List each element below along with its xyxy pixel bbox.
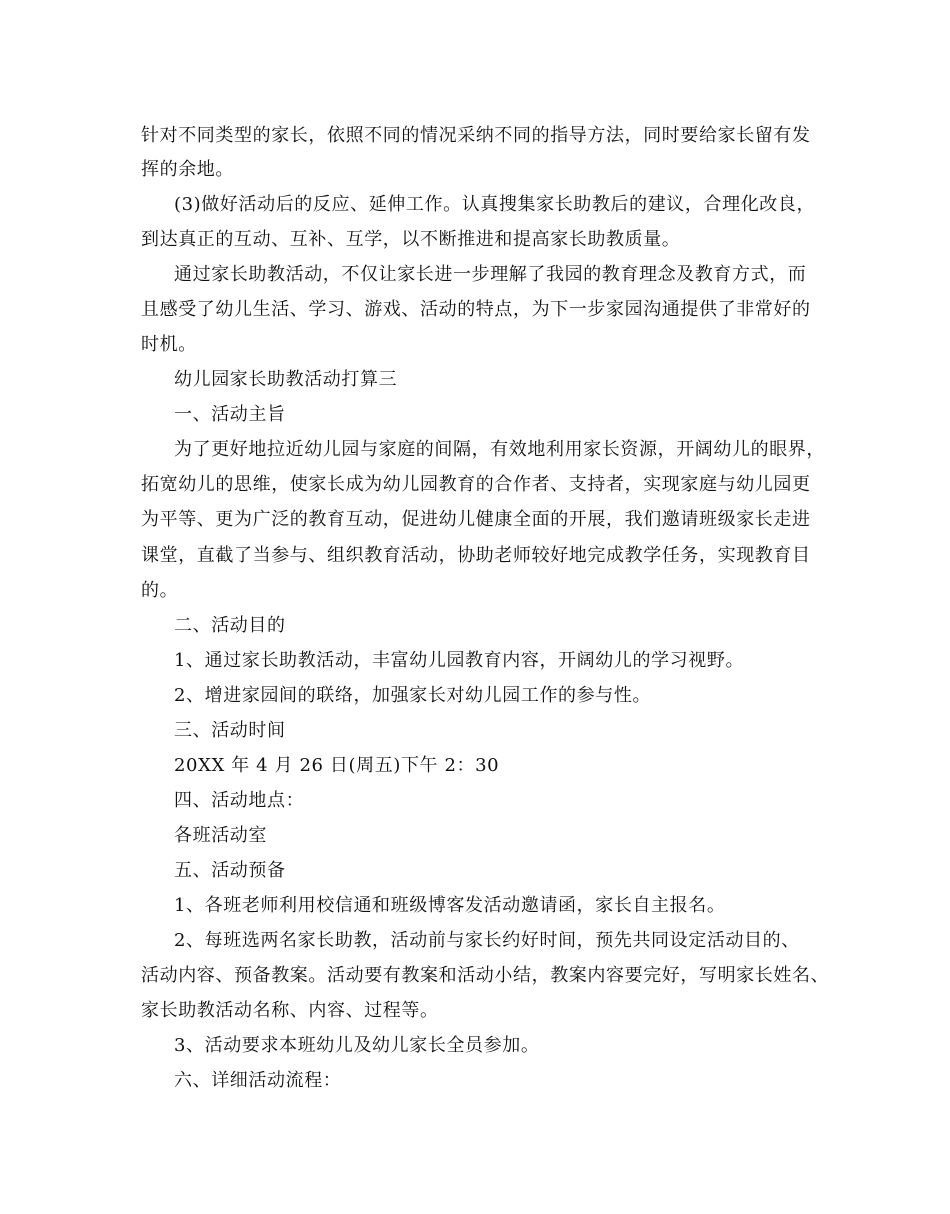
text-line: 挥的余地。 <box>141 159 234 180</box>
text-line: 为平等、更为广泛的教育互动，促进幼儿健康全面的开展，我们邀请班级家长走进 <box>141 509 811 530</box>
text-line: 且感受了幼儿生活、学习、游戏、活动的特点，为下一步家园沟通提供了非常好的 <box>141 299 811 320</box>
list-item: 3、活动要求本班幼儿及幼儿家长全员参加。 <box>174 1035 540 1056</box>
text-line: 20XX 年 4 月 26 日(周五)下午 2：30 <box>174 755 500 776</box>
section-heading: 一、活动主旨 <box>174 404 286 425</box>
text-line: (3)做好活动后的反应、延伸工作。认真搜集家长助教后的建议，合理化改良， <box>174 194 816 215</box>
text-line: 课堂，直截了当参与、组织教育活动，协助老师较好地完成教学任务，实现教育目 <box>141 545 811 566</box>
section-heading: 二、活动目的 <box>174 615 286 636</box>
text-line: 的。 <box>141 580 179 601</box>
section-heading: 三、活动时间 <box>174 720 286 741</box>
list-item: 1、通过家长助教活动，丰富幼儿园教育内容，开阔幼儿的学习视野。 <box>174 650 745 671</box>
text-line: 各班活动室 <box>174 825 267 846</box>
section-heading: 四、活动地点： <box>174 790 305 811</box>
section-heading: 幼儿园家长助教活动打算三 <box>174 369 398 390</box>
text-line: 为了更好地拉近幼儿园与家庭的间隔，有效地利用家长资源，开阔幼儿的眼界， <box>174 439 825 460</box>
text-line: 家长助教活动名称、内容、过程等。 <box>141 1000 439 1021</box>
text-line: 时机。 <box>141 334 197 355</box>
list-item: 2、每班选两名家长助教，活动前与家长约好时间，预先共同设定活动目的、 <box>174 930 800 951</box>
section-heading: 五、活动预备 <box>174 860 286 881</box>
list-item: 1、各班老师利用校信通和班级博客发活动邀请函，家长自主报名。 <box>174 895 726 916</box>
text-line: 到达真正的互动、互补、互学，以不断推进和提高家长助教质量。 <box>141 229 681 250</box>
text-line: 通过家长助教活动，不仅让家长进一步理解了我园的教育理念及教育方式，而 <box>174 264 807 285</box>
text-line: 针对不同类型的家长，依照不同的情况采纳不同的指导方法，同时要给家长留有发 <box>141 125 811 146</box>
text-line: 活动内容、预备教案。活动要有教案和活动小结，教案内容要完好，写明家长姓名、 <box>141 965 830 986</box>
list-item: 2、增进家园间的联络，加强家长对幼儿园工作的参与性。 <box>174 685 652 706</box>
text-line: 拓宽幼儿的思维，使家长成为幼儿园教育的合作者、支持者，实现家庭与幼儿园更 <box>141 474 811 495</box>
section-heading: 六、详细活动流程： <box>174 1070 342 1091</box>
